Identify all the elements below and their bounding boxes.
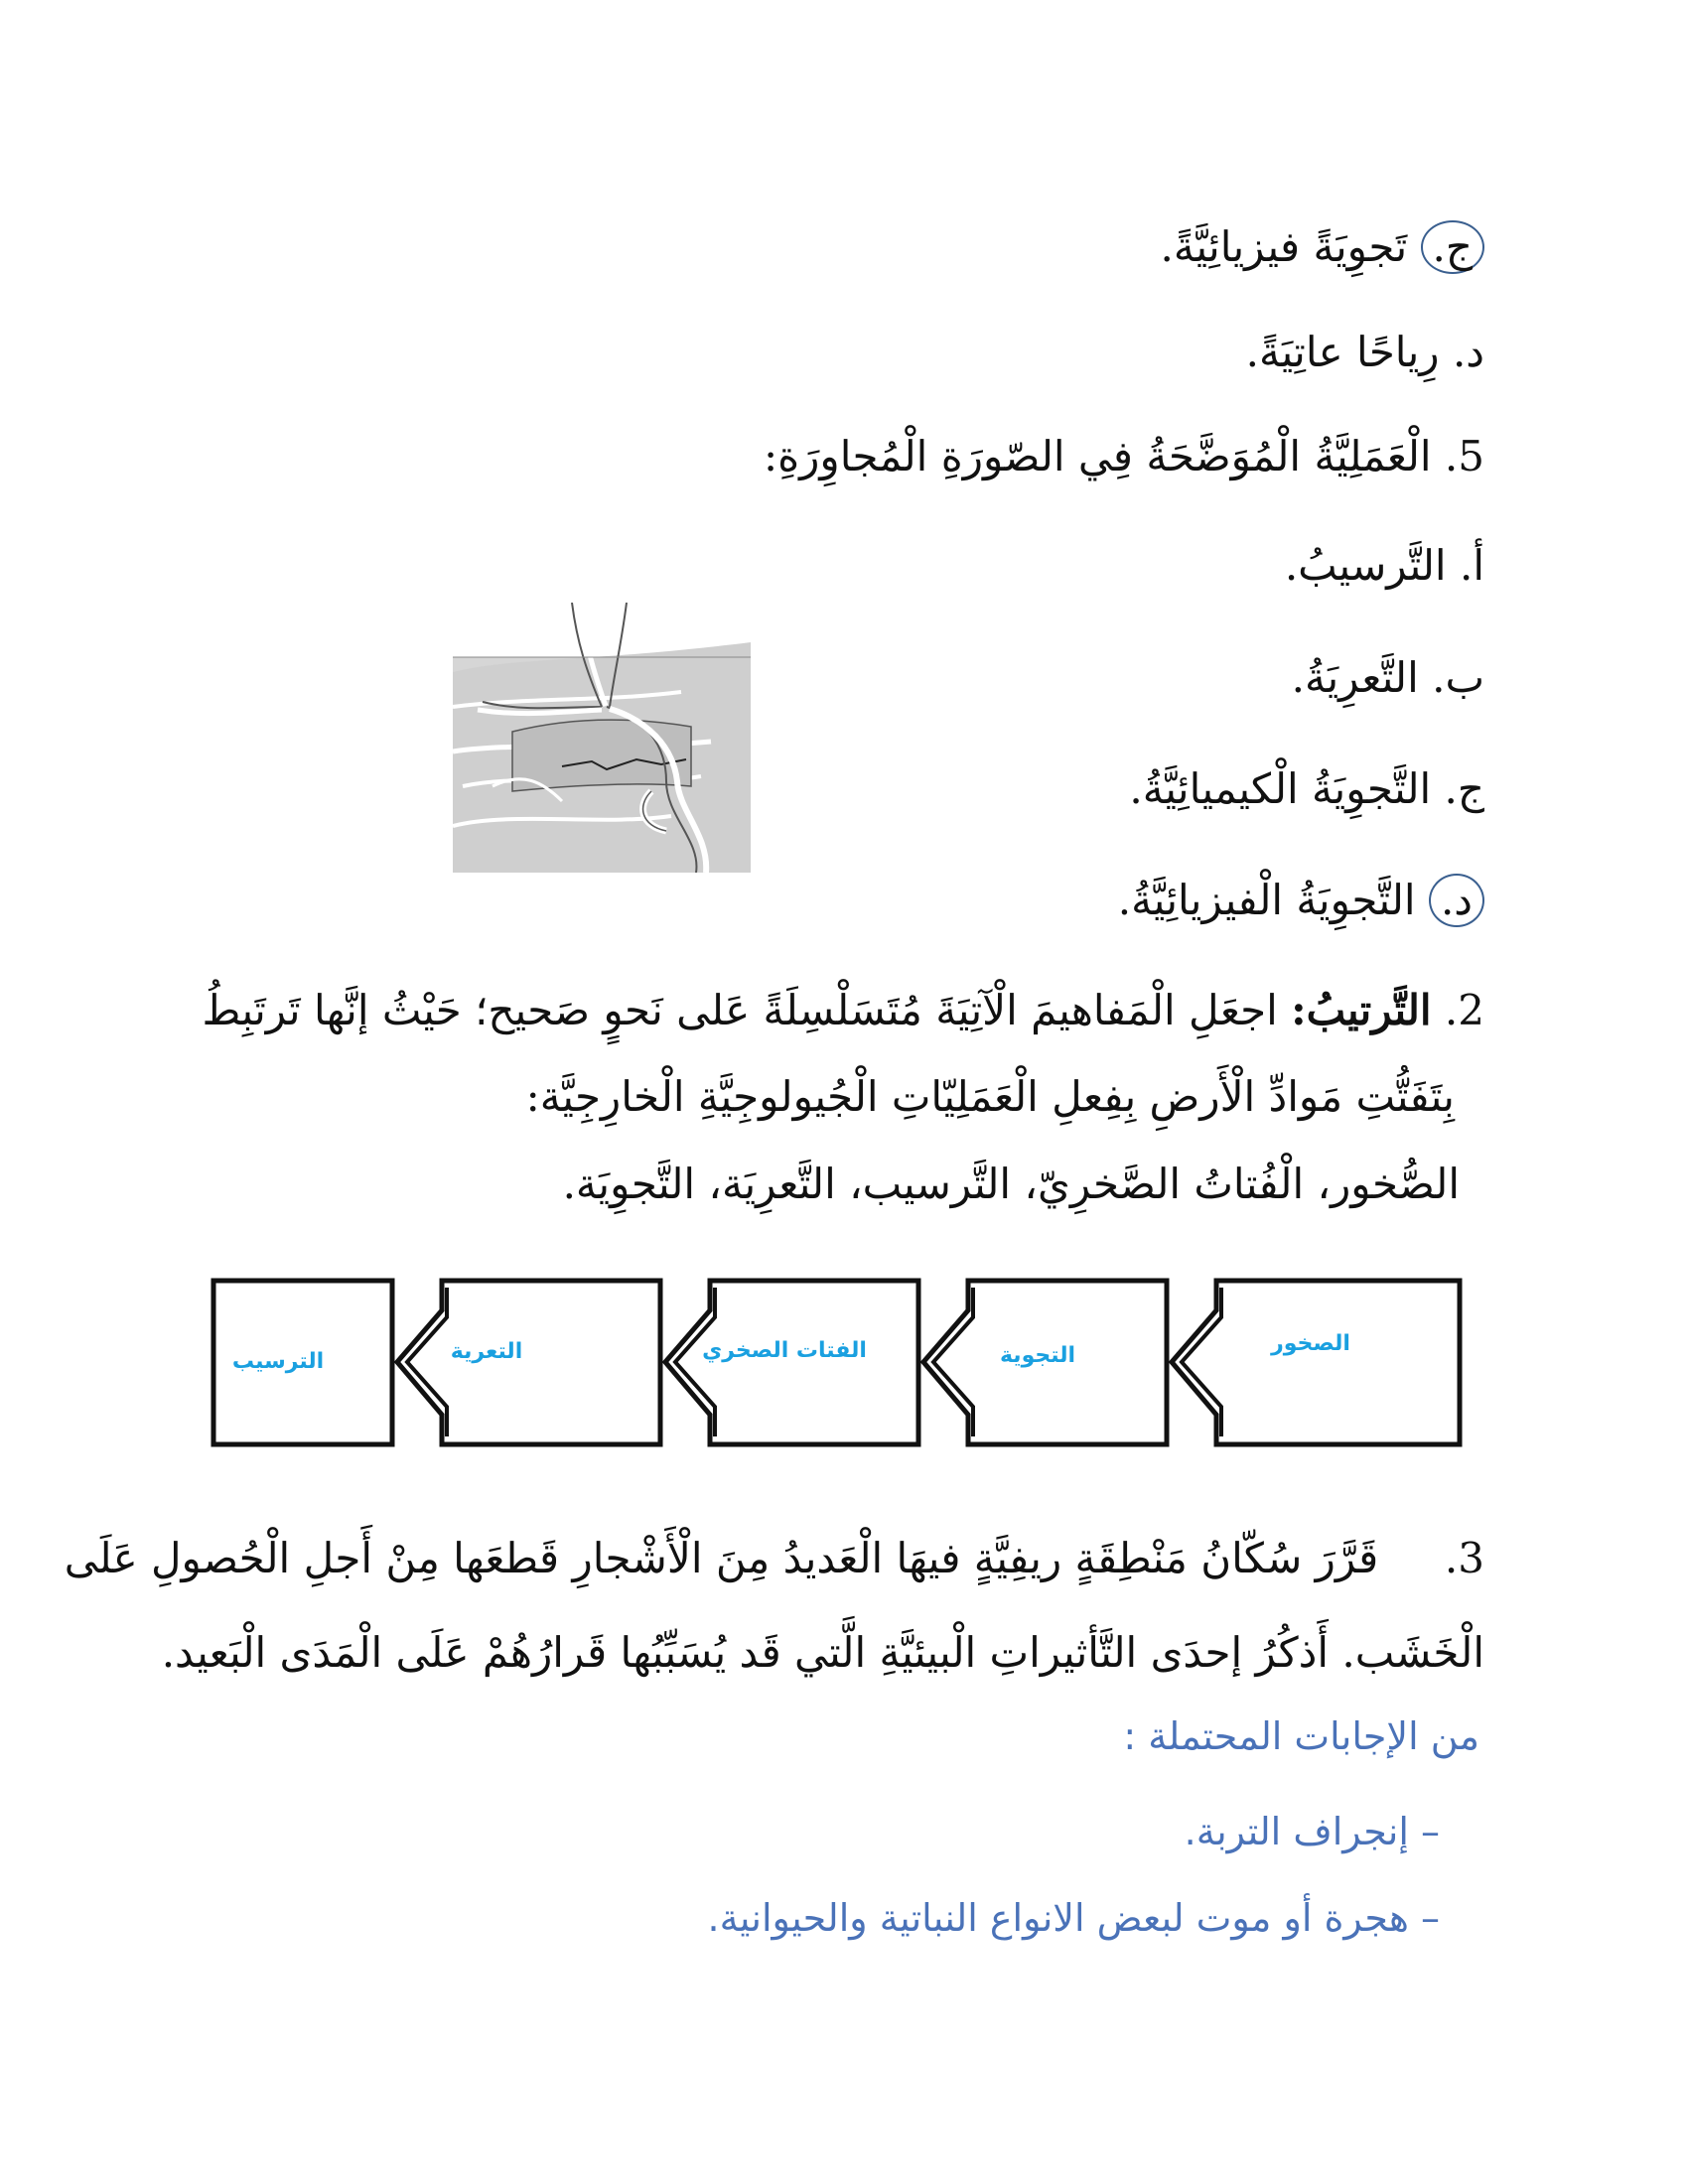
- root-weathering-figure: [453, 603, 751, 873]
- selected-answer-circle: د.: [1429, 874, 1484, 927]
- q5-option-b: [1292, 653, 1484, 703]
- chain-label-5: الترسيب: [231, 1349, 325, 1374]
- selected-answer-circle: ج.: [1421, 220, 1484, 274]
- option-text: التَّجوِيَةُ الْكيميائِيَّةُ.: [1129, 764, 1432, 813]
- chain-box-4: [397, 1281, 660, 1444]
- answer-text: إنجراف التربة.: [1184, 1810, 1409, 1853]
- chain-label-2: التجوية: [999, 1343, 1076, 1368]
- bullet: –: [1421, 1810, 1440, 1853]
- q3-line-1: [65, 1534, 1484, 1583]
- option-text: التَّرسيبُ.: [1284, 541, 1447, 590]
- answer-item-2: [707, 1896, 1440, 1942]
- question-text: قَرَّرَ سُكّانُ مَنْطِقَةٍ ريفِيَّةٍ فيهَا الْعَديدُ مِنَ الْأَشْجارِ قَطعَها مِنْ أَجلِ الْحُصولِ عَلَى: [64, 1534, 1379, 1582]
- question-number: 2.: [1444, 986, 1484, 1034]
- ordering-line-2: بِتَفَتُّتِ مَوادِّ الْأَرضِ بِفِعلِ الْعَمَلِيّاتِ الْجُيولوجِيَّةِ الْخارِجِيَّة:: [525, 1072, 1455, 1121]
- ordering-line-3: الصُّخور، الْفُتاتُ الصَّخرِيّ، التَّرسيب، التَّعرِيَة، التَّجوِيَة.: [562, 1160, 1460, 1208]
- option-letter: ج.: [1444, 764, 1484, 813]
- question-text: اجعَلِ الْمَفاهيمَ الْآتِيَةَ مُتَسَلْسِلَةً عَلى نَحوٍ صَحيح؛ حَيْثُ إنَّها تَرتَبِطُ: [202, 986, 1278, 1034]
- q5-option-d: [1118, 874, 1484, 927]
- ordering-line-1: [203, 986, 1484, 1035]
- chain-box-1: [1172, 1281, 1460, 1444]
- option-text: التَّجوِيَةُ الْفيزيائِيَّةُ.: [1117, 876, 1416, 924]
- chain-label-1: الصخور: [1271, 1331, 1350, 1356]
- answer-text: هجرة أو موت لبعض الانواع النباتية والحيوانية.: [707, 1896, 1409, 1940]
- chain-label-3: الفتات الصخري: [702, 1338, 867, 1363]
- answers-heading: من الإجابات المحتملة :: [1123, 1714, 1479, 1758]
- question-number: 3.: [1444, 1534, 1484, 1582]
- bullet: –: [1421, 1896, 1440, 1940]
- q5-option-a: [1285, 541, 1484, 591]
- option-letter: أ.: [1459, 541, 1484, 590]
- question-text: الْعَمَلِيَّةُ الْمُوَضَّحَةُ فِي الصّورَةِ الْمُجاوِرَةِ:: [763, 432, 1432, 480]
- q4-option-c: [1160, 220, 1484, 274]
- option-letter: د.: [1452, 328, 1484, 376]
- q3-line-2: الْخَشَب. أَذكُرُ إحدَى التَّأثيراتِ الْبيئيَّةِ الَّتي قَد يُسَبِّبُها قَرارُهُمْ عَلَى الْمَدَى الْبَعيد.: [161, 1628, 1484, 1677]
- option-text: التَّعرِيَةُ.: [1291, 653, 1419, 702]
- q5-question: [764, 432, 1484, 481]
- q5-option-c: [1129, 764, 1484, 814]
- chain-label-4: التعرية: [450, 1339, 523, 1364]
- answer-item-1: [1185, 1810, 1440, 1855]
- option-text: رِياحًا عاتِيَةً.: [1245, 328, 1440, 376]
- option-letter: ب.: [1432, 653, 1484, 702]
- question-number: 5.: [1444, 432, 1484, 480]
- question-title: التَّرتيبُ:: [1291, 986, 1432, 1034]
- option-text: تَجوِيَةً فيزيائِيَّةً.: [1160, 222, 1408, 271]
- ordering-chain-diagram: [209, 1276, 1465, 1454]
- q4-option-d: [1246, 328, 1484, 377]
